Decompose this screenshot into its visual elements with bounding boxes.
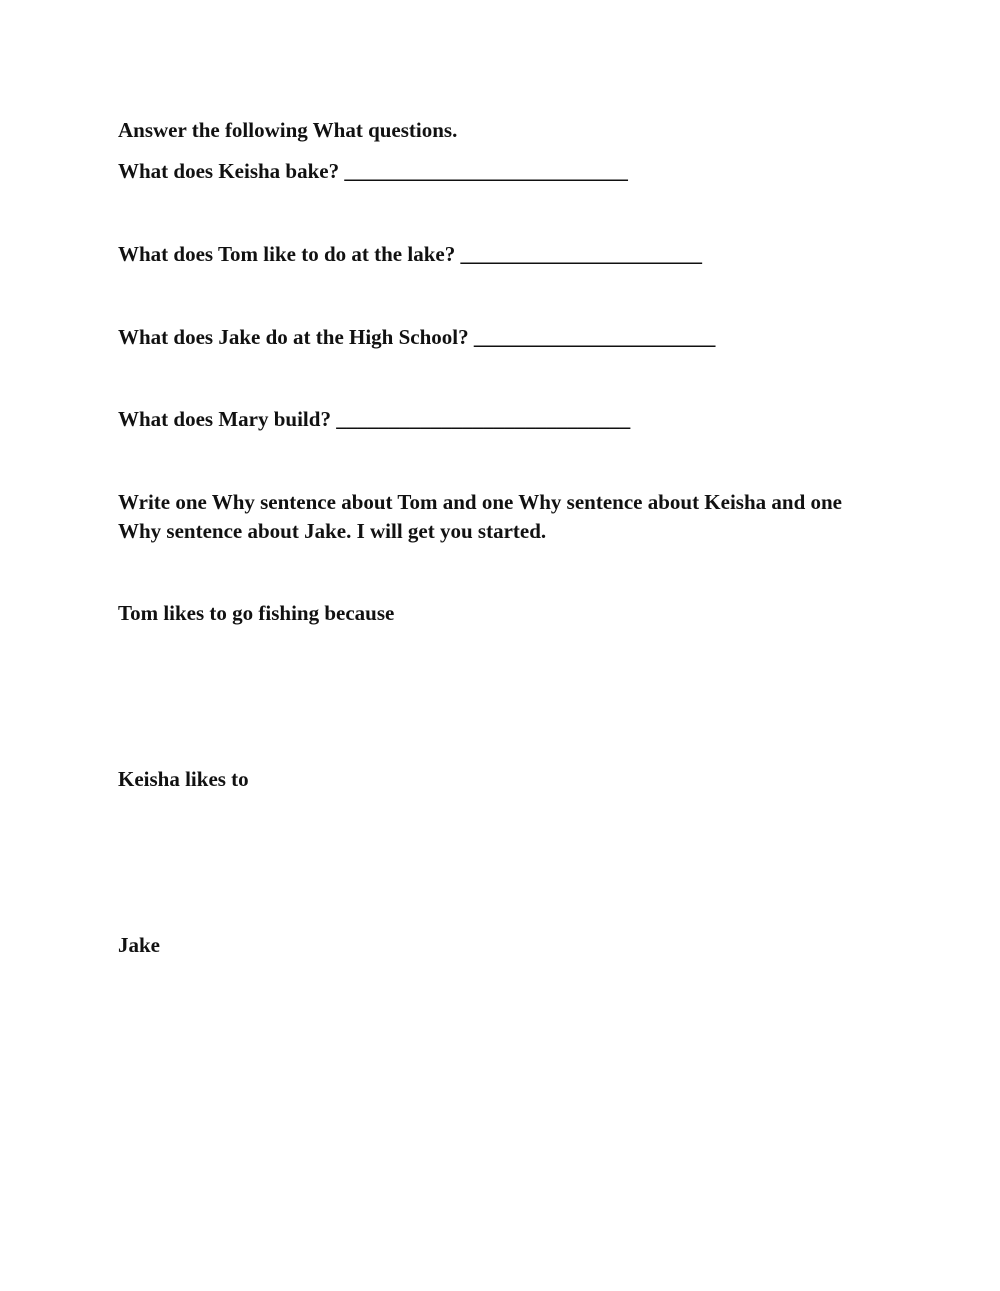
- question-text: What does Tom like to do at the lake?: [118, 242, 456, 266]
- question-mary: [118, 405, 630, 434]
- prompt-keisha: Keisha likes to: [118, 767, 249, 791]
- why-instruction: Write one Why sentence about Tom and one Why sentence about Keisha and one Why sentence about Jake. I will get you started.: [118, 490, 843, 543]
- answer-blank-keisha[interactable]: ___________________________: [344, 159, 628, 183]
- answer-area-jake[interactable]: [118, 964, 888, 1084]
- prompt-jake: Jake: [118, 933, 160, 957]
- answer-blank-jake[interactable]: _______________________: [473, 325, 716, 349]
- question-keisha: [118, 157, 628, 186]
- answer-area-keisha[interactable]: [118, 798, 888, 918]
- question-tom: [118, 240, 702, 269]
- answer-blank-mary[interactable]: ____________________________: [336, 407, 631, 431]
- question-jake: [118, 323, 715, 352]
- question-text: What does Keisha bake?: [118, 159, 340, 183]
- question-text: What does Jake do at the High School?: [118, 325, 469, 349]
- question-text: What does Mary build?: [118, 407, 331, 431]
- answer-area-tom[interactable]: [118, 632, 888, 752]
- instruction-heading: Answer the following What questions.: [118, 118, 458, 142]
- answer-blank-tom[interactable]: _______________________: [460, 242, 702, 266]
- prompt-tom: Tom likes to go fishing because: [118, 601, 395, 625]
